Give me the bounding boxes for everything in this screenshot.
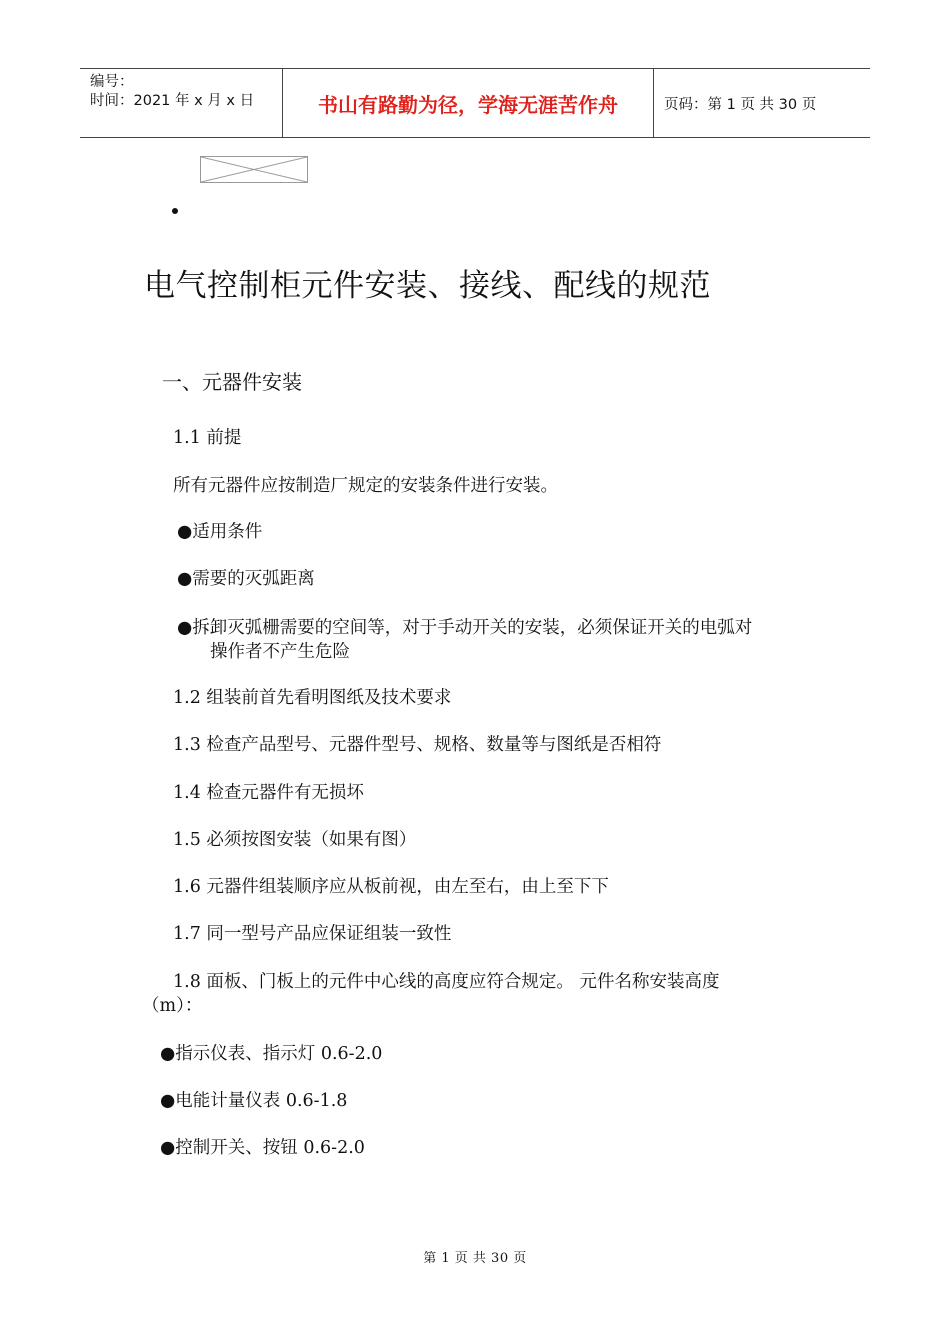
section-1-8-continuation: （m）： (142, 996, 203, 1016)
condition-item-continuation: 操作者不产生危险 (210, 642, 350, 662)
section-1-2: 1.2 组装前首先看明图纸及技术要求 (173, 688, 452, 708)
condition-item: ●需要的灭弧距离 (177, 569, 315, 589)
section-1-8: 1.8 面板、门板上的元件中心线的高度应符合规定。 元件名称安装高度 (173, 972, 720, 992)
height-item: ●控制开关、按钮 0.6-2.0 (160, 1138, 365, 1158)
header-motto: 书山有路勤为径，学海无涯苦作舟 (282, 69, 654, 137)
condition-item: ●适用条件 (177, 522, 263, 542)
section-1-1-text: 所有元器件应按制造厂规定的安装条件进行安装。 (173, 476, 558, 496)
image-placeholder (200, 156, 308, 183)
section-1-5: 1.5 必须按图安装（如果有图） (173, 830, 417, 850)
condition-item: ●拆卸灭弧栅需要的空间等，对于手动开关的安装，必须保证开关的电弧对 (177, 618, 753, 638)
time-label: 时间：2021 年 x 月 x 日 (90, 93, 255, 109)
header-page-info: 页码：第 1 页 共 30 页 (664, 96, 817, 113)
section-1-3: 1.3 检查产品型号、元器件型号、规格、数量等与图纸是否相符 (173, 735, 662, 755)
height-item: ●电能计量仪表 0.6-1.8 (160, 1091, 348, 1111)
bullet-dot (172, 208, 178, 214)
broken-image-icon (201, 157, 307, 182)
number-label: 编号： (90, 74, 134, 90)
height-item: ●指示仪表、指示灯 0.6-2.0 (160, 1044, 383, 1064)
section-1-7: 1.7 同一型号产品应保证组装一致性 (173, 924, 452, 944)
section-heading: 一、元器件安装 (162, 370, 302, 394)
section-1-1: 1.1 前提 (173, 428, 242, 448)
page-footer: 第 1 页 共 30 页 (423, 1251, 527, 1266)
document-header (80, 68, 870, 138)
section-1-6: 1.6 元器件组装顺序应从板前视，由左至右，由上至下下 (173, 877, 609, 897)
section-1-4: 1.4 检查元器件有无损坏 (173, 783, 364, 803)
document-title: 电气控制柜元件安装、接线、配线的规范 (144, 268, 711, 304)
header-meta (80, 69, 282, 137)
